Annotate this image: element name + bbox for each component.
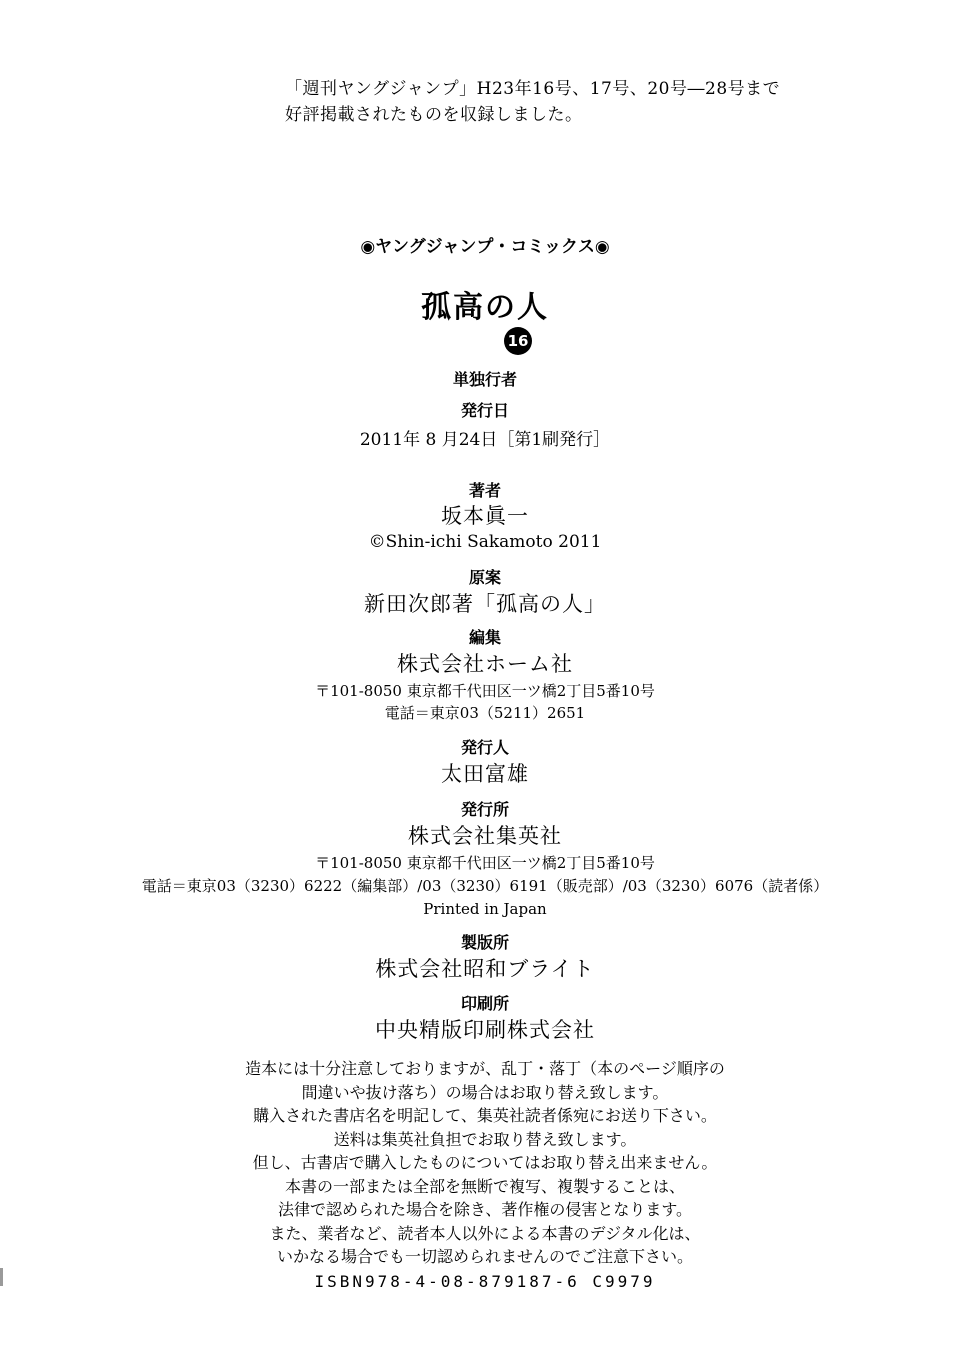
notice-line: 法律で認められた場合を除き、著作権の侵害となります。 bbox=[277, 1200, 693, 1219]
release-date-value: 2011年 8 月24日［第1刷発行］ bbox=[359, 430, 611, 450]
release-date-heading: 発行日 bbox=[460, 401, 509, 420]
notice-line: 購入された書店名を明記して、集英社読者係宛にお送り下さい。 bbox=[253, 1106, 717, 1125]
serialization-note-line: 「週刊ヤングジャンプ」H23年16号、17号、20号―28号まで bbox=[285, 79, 781, 99]
notice-line: 間違いや抜け落ち）の場合はお取り替え致します。 bbox=[301, 1082, 669, 1102]
publisher-company: 株式会社集英社 bbox=[408, 824, 562, 848]
notice-block bbox=[0, 1057, 970, 1269]
editing-heading: 編集 bbox=[468, 628, 501, 647]
notice-line: いかなる場合でも一切認められませんのでご注意下さい。 bbox=[276, 1247, 693, 1266]
book-title: 孤高の人 bbox=[421, 290, 549, 325]
publisher-address: 〒101-8050 東京都千代田区一ツ橋2丁目5番10号 bbox=[315, 854, 655, 872]
volume-badge: 16 bbox=[504, 327, 532, 355]
serialization-note bbox=[285, 76, 885, 128]
author-heading: 著者 bbox=[468, 481, 501, 500]
editing-address: 〒101-8050 東京都千代田区一ツ橋2丁目5番10号 bbox=[315, 682, 655, 700]
plate-making-company: 株式会社昭和ブライト bbox=[375, 957, 595, 981]
isbn-code: ISBN978-4-08-879187-6 C9979 bbox=[314, 1272, 656, 1291]
notice-line: 但し、古書店で購入したものについてはお取り替え出来ません。 bbox=[252, 1153, 718, 1172]
printing-heading: 印刷所 bbox=[460, 994, 509, 1013]
notice-line: 送料は集英社負担でお取り替え致します。 bbox=[333, 1129, 637, 1149]
editing-company: 株式会社ホーム社 bbox=[397, 652, 573, 676]
notice-line: また、業者など、読者本人以外による本書のデジタル化は、 bbox=[269, 1223, 701, 1243]
notice-line: 本書の一部または全部を無断で複写、複製することは、 bbox=[284, 1176, 685, 1196]
editing-phone: 電話＝東京03（5211）2651 bbox=[384, 704, 586, 722]
author-copyright: ©Shin-ichi Sakamoto 2011 bbox=[368, 532, 602, 552]
notice-line: 造本には十分注意しておりますが、乱丁・落丁（本のページ順序の bbox=[245, 1059, 725, 1078]
series-label: ◉ヤングジャンプ・コミックス◉ bbox=[360, 237, 610, 257]
edge-mark bbox=[0, 1268, 3, 1286]
original-value: 新田次郎著「孤高の人」 bbox=[364, 592, 606, 616]
publisher-person-heading: 発行人 bbox=[460, 738, 509, 757]
subtitle: 単独行者 bbox=[452, 370, 517, 389]
author-name: 坂本眞一 bbox=[441, 504, 529, 528]
printed-in: Printed in Japan bbox=[423, 900, 547, 918]
publisher-heading: 発行所 bbox=[460, 800, 509, 819]
original-heading: 原案 bbox=[468, 568, 501, 587]
publisher-person-name: 太田富雄 bbox=[441, 762, 529, 786]
publisher-phone: 電話＝東京03（3230）6222（編集部）/03（3230）6191（販売部）/03（3230）6076（読者係） bbox=[141, 877, 829, 895]
plate-making-heading: 製版所 bbox=[460, 933, 509, 952]
printing-company: 中央精版印刷株式会社 bbox=[375, 1018, 595, 1042]
serialization-note-line: 好評掲載されたものを収録しました。 bbox=[285, 105, 583, 125]
